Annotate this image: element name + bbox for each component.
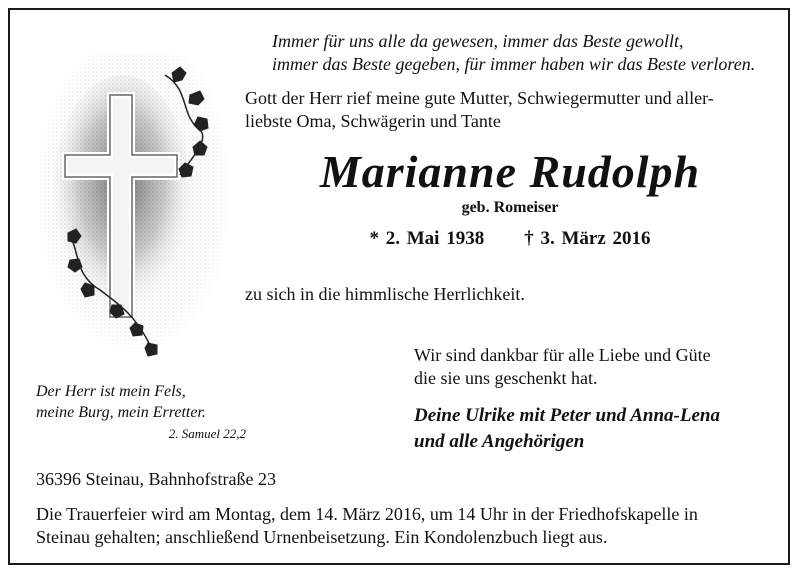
life-dates [245,228,775,250]
quote-line: Immer für uns alle da gewesen, immer das Beste gewollt, [272,31,684,51]
intro-line: Gott der Herr rief meine gute Mutter, Schwiegermutter und aller- [245,88,714,108]
bible-verse [36,381,256,445]
heaven-line: zu sich in die himmlische Herrlichkeit. [245,284,525,304]
maiden-name: geb. Romeiser [461,199,559,216]
family-address: 36396 Steinau, Bahnhofstraße 23 [36,469,276,489]
funeral-service-info [36,503,776,549]
birth-date: * 2. Mai 1938 [369,228,485,249]
mourners-line: und alle Angehörigen [414,431,585,452]
mourners-signature [414,403,784,455]
intro-line: liebste Oma, Schwägerin und Tante [245,111,501,131]
cross-with-ivy-illustration [40,55,225,360]
quote-line: immer das Beste gegeben, für immer haben wir das Beste verloren. [272,54,756,74]
death-date: † 3. März 2016 [524,228,651,249]
announcement-intro [245,87,775,133]
verse-reference: 2. Samuel 22,2 [168,426,246,441]
opening-quote [272,30,772,76]
service-line: Steinau gehalten; anschließend Urnenbeisetzung. Ein Kondolenzbuch liegt aus. [36,527,608,547]
gratitude-text [414,344,784,390]
deceased-name: Marianne Rudolph [319,146,701,197]
verse-line: Der Herr ist mein Fels, [36,383,186,400]
gratitude-line: die sie uns geschenkt hat. [414,368,598,388]
service-line: Die Trauerfeier wird am Montag, dem 14. März 2016, um 14 Uhr in der Friedhofskapelle in [36,504,698,524]
mourners-line: Deine Ulrike mit Peter und Anna-Lena [414,405,720,426]
gratitude-line: Wir sind dankbar für alle Liebe und Güte [414,345,711,365]
verse-line: meine Burg, mein Erretter. [36,404,206,421]
